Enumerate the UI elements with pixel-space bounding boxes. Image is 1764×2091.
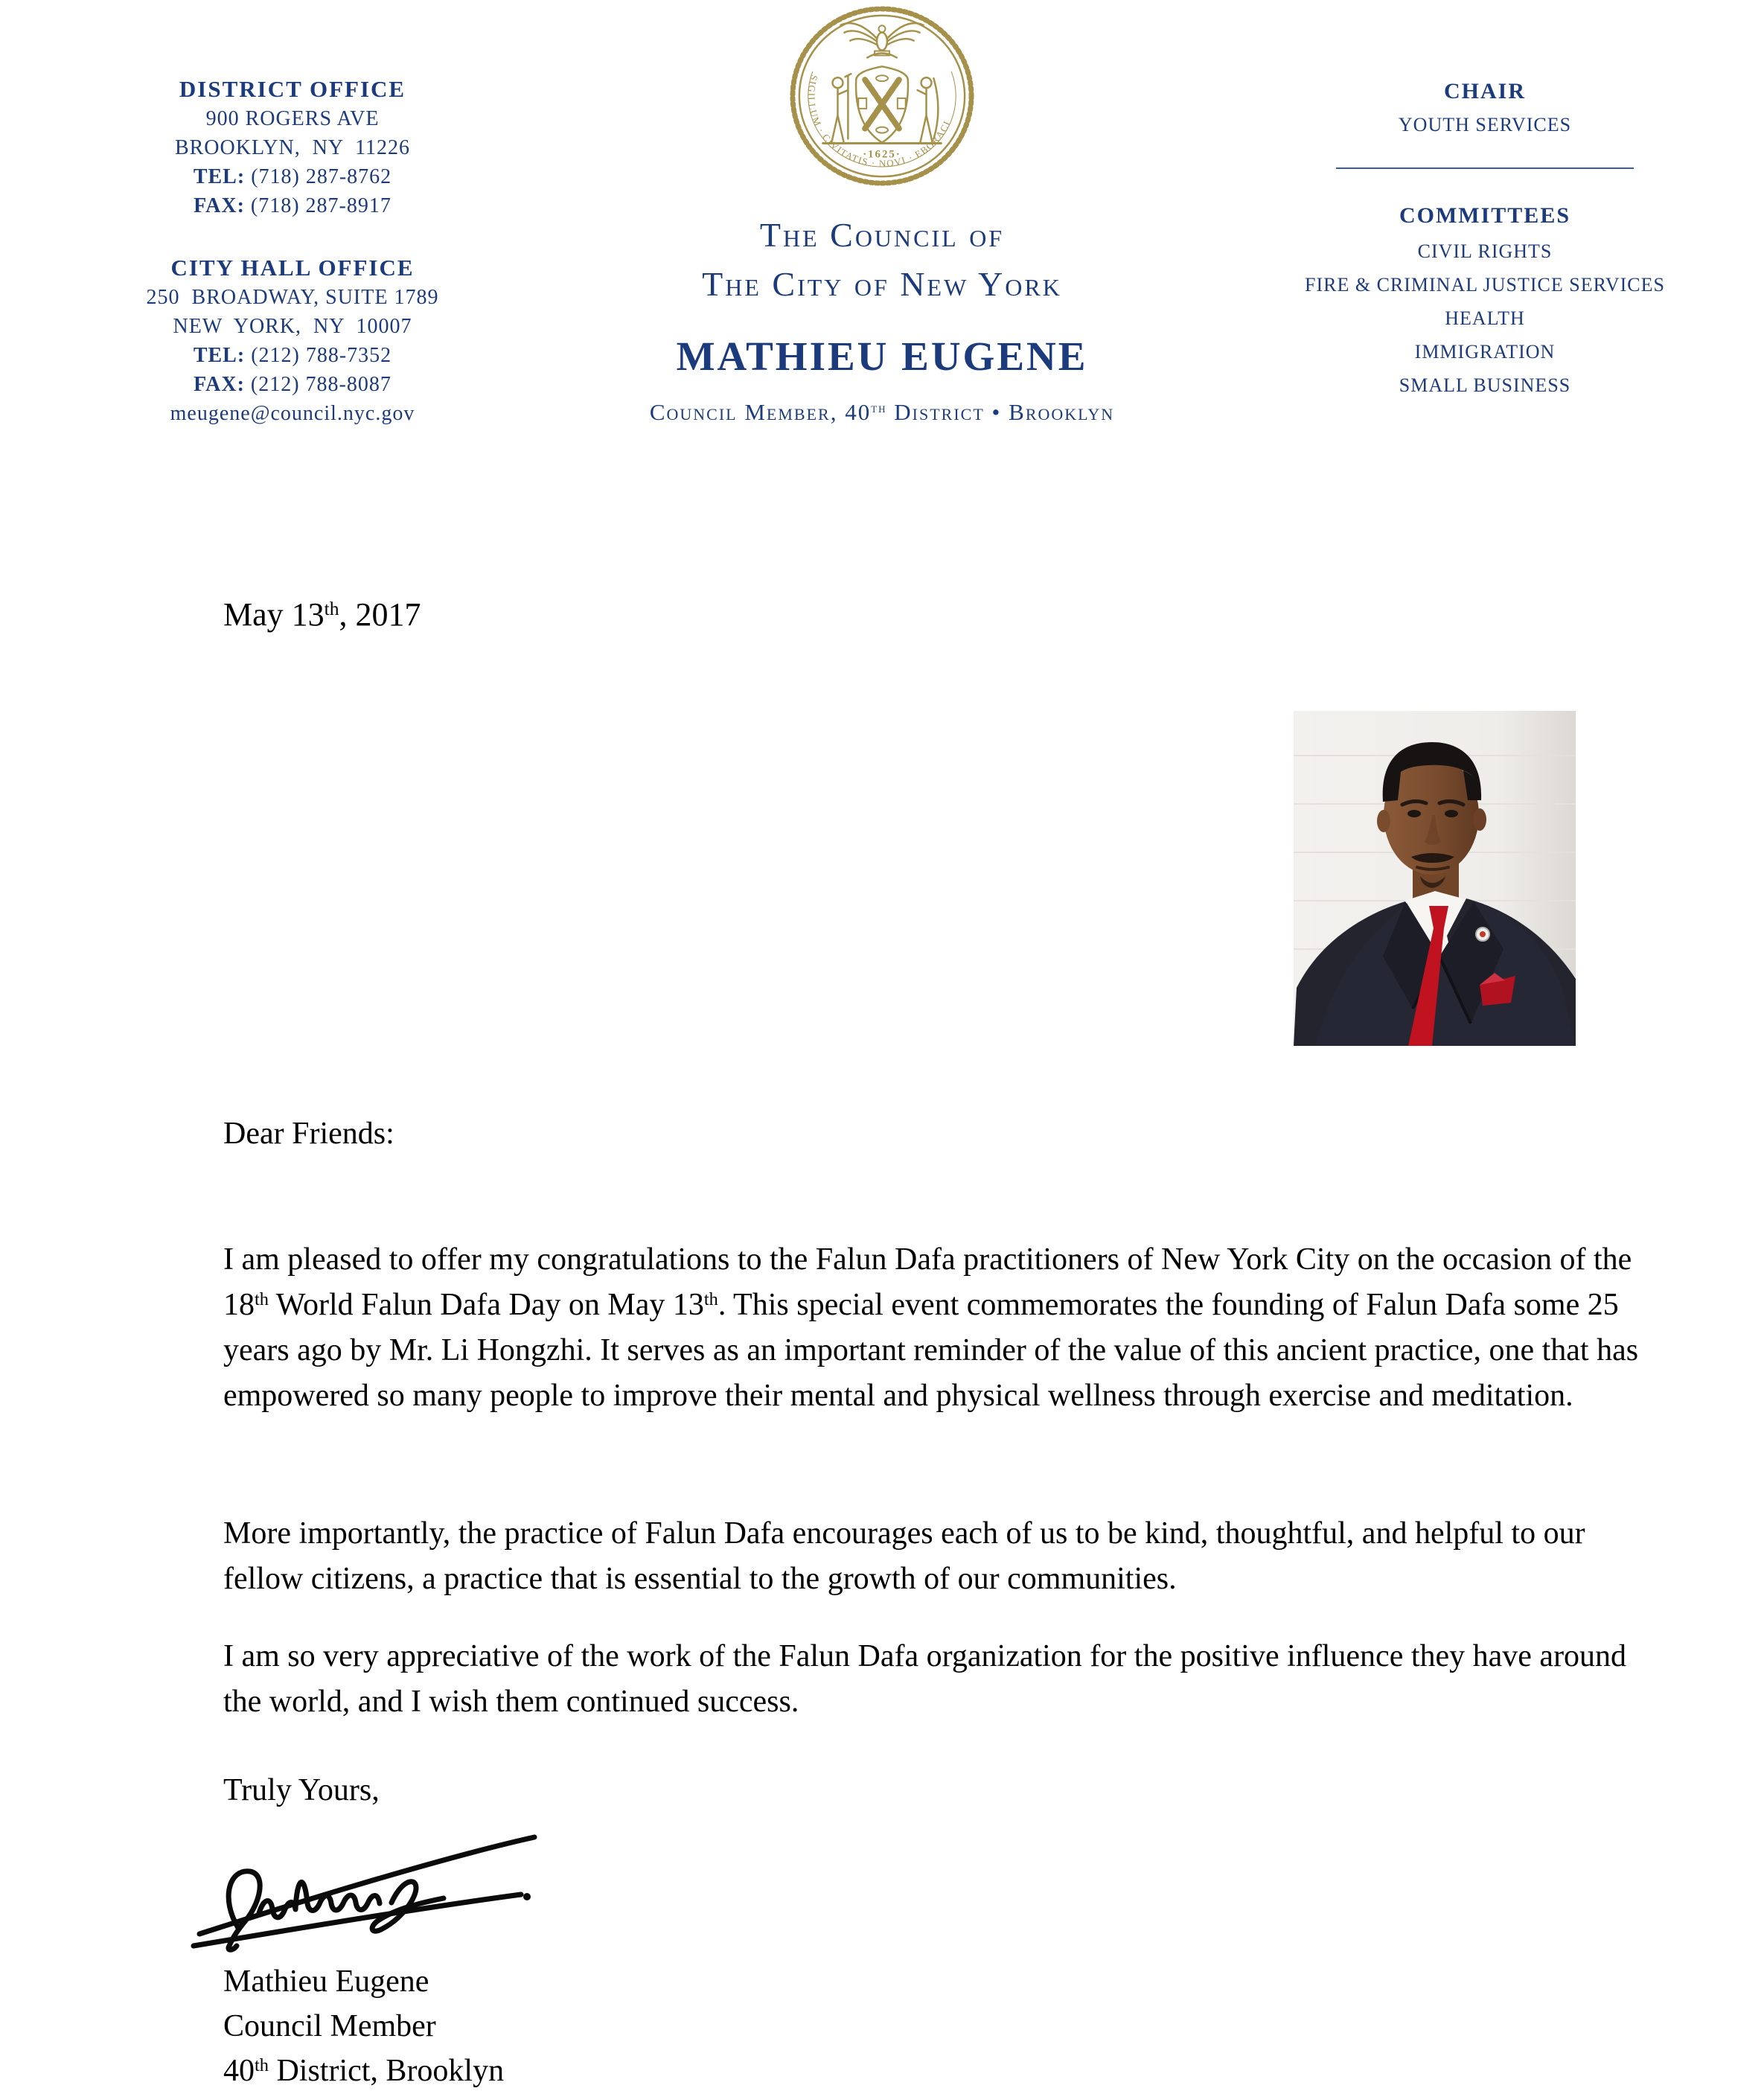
- signoff-district: 40th District, Brooklyn: [223, 2054, 505, 2088]
- org-name-line2: The City of New York: [702, 265, 1062, 303]
- seal-year: ·1625·: [863, 148, 901, 161]
- district-office-address-line: BROOKLYN, NY 11226: [174, 136, 411, 159]
- body-paragraph: More importantly, the practice of Falun Dafa encourages each of us to be kind, thoughtful, and helpful to our fellow citizens, a practice that is essential to the growth of our communities.: [223, 1516, 1585, 1596]
- signature-image: [188, 1807, 552, 1953]
- salutation: Dear Friends:: [223, 1117, 394, 1151]
- org-name-line1: The Council of: [759, 216, 1005, 254]
- city-hall-address-line: 250 BROADWAY, SUITE 1789: [146, 286, 439, 309]
- city-hall-fax: FAX: (212) 788-8087: [194, 373, 392, 396]
- district-office-block: [118, 74, 467, 428]
- chair-committees-block: [1291, 74, 1678, 402]
- city-hall-tel: TEL: (212) 788-7352: [193, 344, 392, 367]
- email-address: meugene@council.nyc.gov: [170, 402, 415, 425]
- signoff-name: Mathieu Eugene: [223, 1964, 429, 1999]
- chair-title: CHAIR: [1443, 79, 1526, 103]
- committees-title: COMMITTEES: [1399, 203, 1571, 228]
- seal-motto: SIGILLUM · CIVITATIS · NOVI · EBORACI: [805, 73, 953, 170]
- district-office-title: DISTRICT OFFICE: [179, 76, 406, 102]
- committee-item: HEALTH: [1445, 307, 1525, 329]
- letterhead-divider: [1336, 167, 1634, 169]
- body-paragraph: I am so very appreciative of the work of the Falun Dafa organization for the positive influence they have around the world, and I wish them continued success.: [223, 1639, 1627, 1719]
- city-hall-address-line: NEW YORK, NY 10007: [173, 315, 412, 338]
- member-name: MATHIEU EUGENE: [676, 333, 1088, 379]
- letterhead-center-block: [517, 0, 1247, 429]
- committee-item: FIRE & CRIMINAL JUSTICE SERVICES: [1305, 274, 1665, 296]
- council-member-photo: [1294, 711, 1576, 1046]
- body-paragraph: I am pleased to offer my congratulations to the Falun Dafa practitioners of New York City on the occasion of the 18th World Falun Dafa Day on May 13th. This special event commemorates the founding of Falun Dafa some 25 years ago by Mr. Li Hongzhi. It serves as an important reminder of the value of this ancient practice, one that has empowered so many people to improve their mental and physical wellness through exercise and meditation.: [223, 1242, 1639, 1413]
- district-office-fax: FAX: (718) 287-8917: [194, 194, 392, 217]
- letter-date: May 13th, 2017: [223, 596, 421, 633]
- district-office-address-line: 900 ROGERS AVE: [205, 107, 380, 130]
- chair-role: YOUTH SERVICES: [1398, 114, 1572, 135]
- nyc-council-seal-icon: [786, 4, 978, 189]
- signoff-block: [223, 1959, 504, 2091]
- district-office-tel: TEL: (718) 287-8762: [193, 165, 392, 188]
- city-hall-office-title: CITY HALL OFFICE: [170, 255, 415, 281]
- committee-item: CIVIL RIGHTS: [1417, 240, 1553, 262]
- signoff-title: Council Member: [223, 2009, 436, 2043]
- member-title: Council Member, 40th District • Brooklyn: [649, 399, 1115, 425]
- committee-item: IMMIGRATION: [1414, 341, 1556, 363]
- committee-item: SMALL BUSINESS: [1399, 374, 1571, 396]
- closing-line: Truly Yours,: [223, 1773, 380, 1807]
